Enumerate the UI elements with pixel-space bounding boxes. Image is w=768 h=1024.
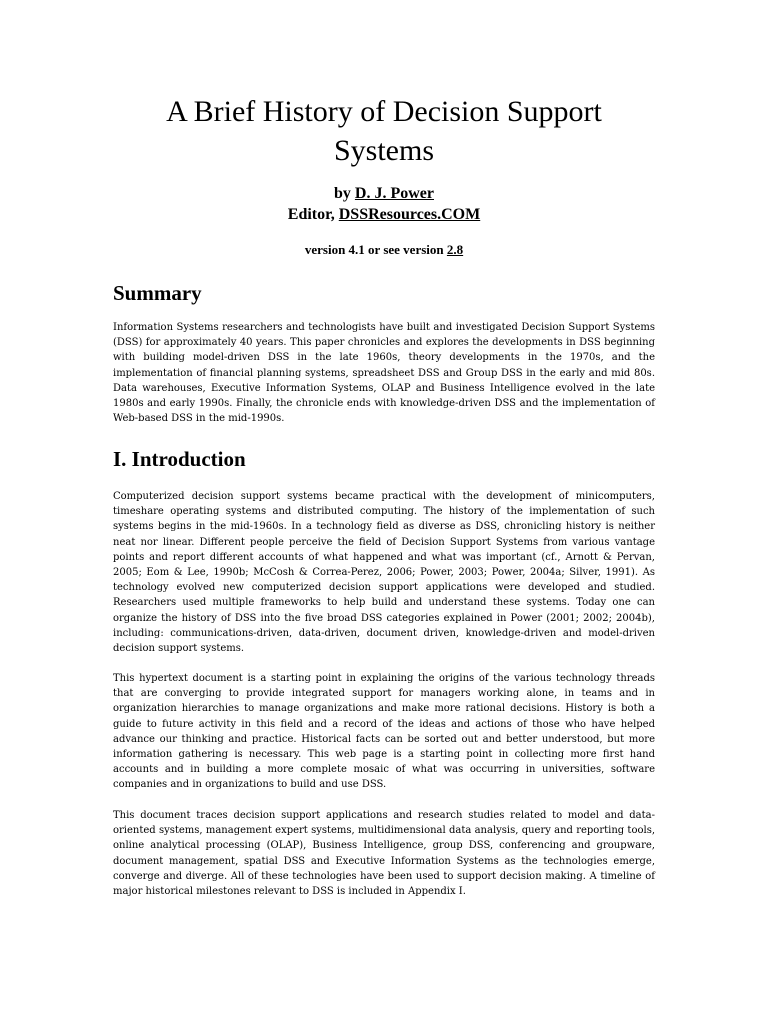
summary-heading: Summary xyxy=(113,281,202,305)
version-prefix: version 4.1 or see version xyxy=(304,242,447,257)
version-link[interactable]: 2.8 xyxy=(446,242,464,257)
editor-site-link[interactable]: DSSResources.COM xyxy=(338,206,481,223)
version-line xyxy=(113,241,655,259)
introduction-paragraph-1: Computerized decision support systems became practical with the development of minicomputers, timeshare operating systems and distributed computing. The history of the implementation of such systems begins in the mid-1960s. In a technology field as diverse as DSS, chronicling history is neither neat nor linear. Different people perceive the field of Decision Support Systems from various vantage points and report different accounts of what happened and what was important (cf., Arnott & Pervan, 2005; Eom & Lee, 1990b; McCosh & Correa-Perez, 2006; Power, 2003; Power, 2004a; Silver, 1991). As technology evolved new computerized decision support applications were developed and studied. Researchers used multiple frameworks to help build and understand these systems. Today one can organize the history of DSS into the five broad DSS categories explained in Power (2001; 2002; 2004b), including: communications-driven, data-driven, document driven, knowledge-driven and model-driven decision support systems. xyxy=(113,491,655,655)
byline xyxy=(113,183,655,225)
editor-line xyxy=(113,204,655,225)
introduction-paragraph-3: This document traces decision support applications and research studies related to model and data-oriented systems, management expert systems, multidimensional data analysis, query and reporting tools, online analytical processing (OLAP), Business Intelligence, group DSS, conferencing and groupware, document management, spatial DSS and Executive Information Systems as the technologies emerge, converge and diverge. All of these technologies have been used to support decision making. A timeline of major historical milestones relevant to DSS is included in Appendix I. xyxy=(113,810,655,898)
author-link[interactable]: D. J. Power xyxy=(354,185,434,202)
editor-prefix: Editor, xyxy=(287,206,339,223)
document-title: A Brief History of Decision Support Systems xyxy=(166,95,602,167)
summary-paragraph: Information Systems researchers and technologists have built and investigated Decision Support Systems (DSS) for approximately 40 years. This paper chronicles and explores the developments in DSS beginning with building model-driven DSS in the late 1960s, theory developments in the 1970s, and the implementation of financial planning systems, spreadsheet DSS and Group DSS in the early and mid 80s. Data warehouses, Executive Information Systems, OLAP and Business Intelligence evolved in the late 1980s and early 1990s. Finally, the chronicle ends with knowledge-driven DSS and the implementation of Web-based DSS in the mid-1990s. xyxy=(113,322,655,425)
introduction-heading: I. Introduction xyxy=(113,447,246,471)
introduction-paragraph-2: This hypertext document is a starting point in explaining the origins of the various technology threads that are converging to provide integrated support for managers working alone, in teams and in organization hierarchies to manage organizations and make more rational decisions. History is both a guide to future activity in this field and a record of the ideas and actions of those who have helped advance our thinking and practice. Historical facts can be sorted out and better understood, but more information gathering is necessary. This web page is a starting point in collecting more first hand accounts and in building a more complete mosaic of what was occurring in universities, software companies and in organizations to build and use DSS. xyxy=(113,673,655,791)
author-line xyxy=(113,183,655,204)
byline-prefix: by xyxy=(334,185,355,202)
